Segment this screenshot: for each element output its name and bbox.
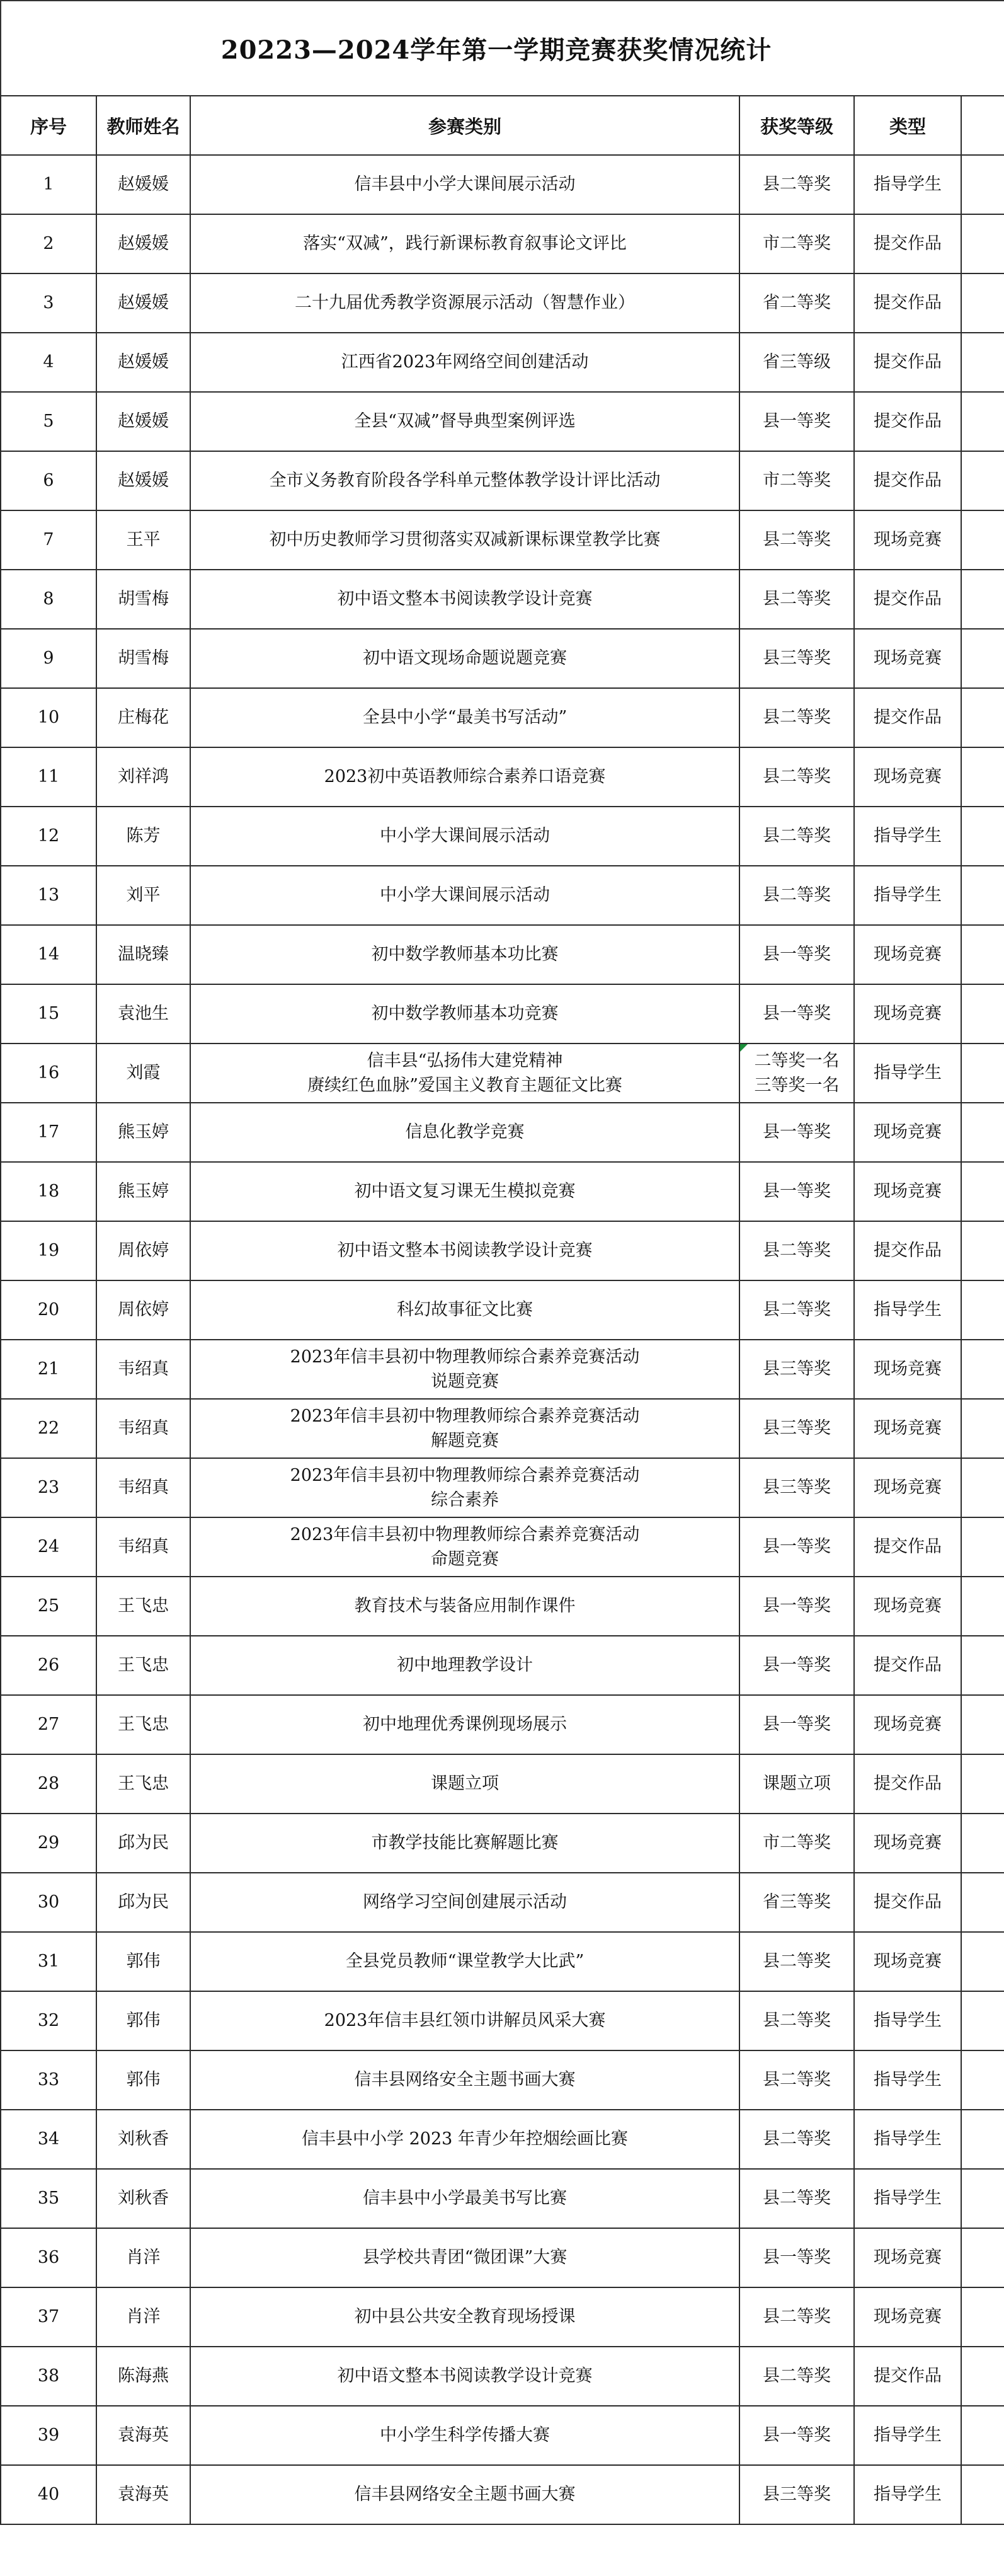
table-row: [1, 688, 1004, 747]
cell-award-level[interactable]: 市二等奖: [739, 451, 854, 510]
empty-cell[interactable]: [961, 2050, 1004, 2110]
cell-serial-no[interactable]: 1: [1, 155, 96, 214]
empty-cell[interactable]: [961, 1814, 1004, 1873]
cell-teacher-name[interactable]: 熊玉婷: [96, 1162, 190, 1221]
empty-cell[interactable]: [961, 629, 1004, 688]
table-row: [1, 392, 1004, 451]
table-row: [1, 273, 1004, 333]
empty-cell[interactable]: [961, 1458, 1004, 1517]
cell-teacher-name[interactable]: 袁池生: [96, 984, 190, 1044]
empty-cell[interactable]: [961, 2406, 1004, 2465]
table-row: [1, 984, 1004, 1044]
cell-type[interactable]: 现场竞赛: [854, 629, 961, 688]
cell-category[interactable]: 初中语文整本书阅读教学设计竞赛: [190, 570, 739, 629]
cell-teacher-name[interactable]: 温晓臻: [96, 925, 190, 984]
cell-category[interactable]: 初中语文现场命题说题竞赛: [190, 629, 739, 688]
cell-category[interactable]: 初中语文整本书阅读教学设计竞赛: [190, 1221, 739, 1280]
cell-teacher-name[interactable]: 韦绍真: [96, 1517, 190, 1577]
empty-cell[interactable]: [961, 925, 1004, 984]
cell-serial-no[interactable]: 17: [1, 1103, 96, 1162]
cell-serial-no[interactable]: 7: [1, 510, 96, 570]
cell-type[interactable]: 现场竞赛: [854, 1695, 961, 1754]
table-row: [1, 1517, 1004, 1577]
cell-category[interactable]: 信丰县网络安全主题书画大赛: [190, 2465, 739, 2524]
empty-cell[interactable]: [961, 1162, 1004, 1221]
cell-teacher-name[interactable]: 郭伟: [96, 1991, 190, 2050]
cell-type[interactable]: 指导学生: [854, 2169, 961, 2228]
cell-teacher-name[interactable]: 王飞忠: [96, 1695, 190, 1754]
cell-teacher-name[interactable]: 胡雪梅: [96, 570, 190, 629]
cell-teacher-name[interactable]: 邱为民: [96, 1814, 190, 1873]
cell-category[interactable]: 2023初中英语教师综合素养口语竞赛: [190, 747, 739, 807]
cell-category[interactable]: 初中数学教师基本功竞赛: [190, 984, 739, 1044]
cell-type[interactable]: 提交作品: [854, 570, 961, 629]
cell-type[interactable]: 现场竞赛: [854, 747, 961, 807]
cell-type[interactable]: 指导学生: [854, 2050, 961, 2110]
empty-cell[interactable]: [961, 1221, 1004, 1280]
table-row: [1, 2228, 1004, 2287]
cell-award-level[interactable]: 县二等奖: [739, 1932, 854, 1991]
table-row: [1, 1340, 1004, 1399]
cell-serial-no[interactable]: 31: [1, 1932, 96, 1991]
cell-award-level[interactable]: 县三等奖: [739, 1340, 854, 1399]
empty-cell[interactable]: [961, 1340, 1004, 1399]
empty-cell[interactable]: [961, 1044, 1004, 1103]
cell-award-level[interactable]: 县一等奖: [739, 1695, 854, 1754]
cell-teacher-name[interactable]: 陈海燕: [96, 2347, 190, 2406]
cell-teacher-name[interactable]: 邱为民: [96, 1873, 190, 1932]
cell-teacher-name[interactable]: 王飞忠: [96, 1754, 190, 1814]
cell-category[interactable]: 教育技术与装备应用制作课件: [190, 1577, 739, 1636]
cell-type[interactable]: 指导学生: [854, 866, 961, 925]
cell-award-level[interactable]: 县一等奖: [739, 2228, 854, 2287]
cell-category[interactable]: 初中数学教师基本功比赛: [190, 925, 739, 984]
cell-category[interactable]: 初中县公共安全教育现场授课: [190, 2287, 739, 2347]
cell-category[interactable]: 信丰县中小学最美书写比赛: [190, 2169, 739, 2228]
cell-serial-no[interactable]: 26: [1, 1636, 96, 1695]
table-row: [1, 1103, 1004, 1162]
empty-cell[interactable]: [961, 155, 1004, 214]
cell-teacher-name[interactable]: 王飞忠: [96, 1577, 190, 1636]
cell-type[interactable]: 现场竞赛: [854, 1103, 961, 1162]
cell-teacher-name[interactable]: 赵媛媛: [96, 392, 190, 451]
cell-category[interactable]: 全市义务教育阶段各学科单元整体教学设计评比活动: [190, 451, 739, 510]
cell-type[interactable]: 指导学生: [854, 2465, 961, 2524]
cell-teacher-name[interactable]: 刘秋香: [96, 2169, 190, 2228]
cell-category[interactable]: 县学校共青团“微团课”大赛: [190, 2228, 739, 2287]
table-row: [1, 570, 1004, 629]
cell-category[interactable]: 2023年信丰县初中物理教师综合素养竞赛活动 综合素养: [190, 1458, 739, 1517]
cell-type[interactable]: 提交作品: [854, 273, 961, 333]
empty-cell[interactable]: [961, 2110, 1004, 2169]
cell-teacher-name[interactable]: 刘平: [96, 866, 190, 925]
table-row: [1, 1636, 1004, 1695]
cell-type[interactable]: 提交作品: [854, 2347, 961, 2406]
cell-award-level[interactable]: 县二等奖: [739, 2169, 854, 2228]
table-row: [1, 1399, 1004, 1458]
table-row: [1, 2050, 1004, 2110]
cell-serial-no[interactable]: 16: [1, 1044, 96, 1103]
cell-award-level[interactable]: 课题立项: [739, 1754, 854, 1814]
cell-serial-no[interactable]: 9: [1, 629, 96, 688]
cell-serial-no[interactable]: 2: [1, 214, 96, 273]
cell-category[interactable]: 2023年信丰县红领巾讲解员风采大赛: [190, 1991, 739, 2050]
cell-award-level[interactable]: 县一等奖: [739, 392, 854, 451]
cell-serial-no[interactable]: 20: [1, 1280, 96, 1340]
cell-type[interactable]: 提交作品: [854, 333, 961, 392]
cell-type[interactable]: 现场竞赛: [854, 1577, 961, 1636]
cell-award-level[interactable]: 省三等级: [739, 333, 854, 392]
table-row: [1, 2287, 1004, 2347]
cell-serial-no[interactable]: 21: [1, 1340, 96, 1399]
cell-award-level[interactable]: 市二等奖: [739, 1814, 854, 1873]
header-award-level[interactable]: 获奖等级: [739, 96, 854, 155]
empty-header-cell[interactable]: [961, 96, 1004, 155]
empty-cell[interactable]: [961, 2169, 1004, 2228]
cell-award-level[interactable]: 县二等奖: [739, 807, 854, 866]
empty-cell[interactable]: [961, 1103, 1004, 1162]
empty-cell[interactable]: [961, 1695, 1004, 1754]
cell-serial-no[interactable]: 14: [1, 925, 96, 984]
cell-teacher-name[interactable]: 郭伟: [96, 1932, 190, 1991]
empty-cell[interactable]: [961, 273, 1004, 333]
empty-cell[interactable]: [961, 2347, 1004, 2406]
table-row: [1, 1814, 1004, 1873]
cell-award-level[interactable]: 县二等奖: [739, 2050, 854, 2110]
cell-serial-no[interactable]: 8: [1, 570, 96, 629]
cell-teacher-name[interactable]: 赵媛媛: [96, 155, 190, 214]
cell-teacher-name[interactable]: 郭伟: [96, 2050, 190, 2110]
empty-cell[interactable]: [961, 392, 1004, 451]
table-row: [1, 629, 1004, 688]
cell-teacher-name[interactable]: 袁海英: [96, 2406, 190, 2465]
table-row: [1, 1991, 1004, 2050]
table-row: [1, 1577, 1004, 1636]
cell-serial-no[interactable]: 39: [1, 2406, 96, 2465]
table-row: [1, 2406, 1004, 2465]
title-cell[interactable]: [0, 0, 1004, 95]
cell-category[interactable]: 初中地理教学设计: [190, 1636, 739, 1695]
cell-category[interactable]: 初中历史教师学习贯彻落实双减新课标课堂教学比赛: [190, 510, 739, 570]
cell-type[interactable]: 指导学生: [854, 155, 961, 214]
cell-serial-no[interactable]: 19: [1, 1221, 96, 1280]
table-row: [1, 2110, 1004, 2169]
cell-serial-no[interactable]: 30: [1, 1873, 96, 1932]
cell-category[interactable]: 中小学大课间展示活动: [190, 866, 739, 925]
cell-serial-no[interactable]: 18: [1, 1162, 96, 1221]
cell-serial-no[interactable]: 5: [1, 392, 96, 451]
cell-type[interactable]: 现场竞赛: [854, 2287, 961, 2347]
cell-category[interactable]: 网络学习空间创建展示活动: [190, 1873, 739, 1932]
cell-serial-no[interactable]: 36: [1, 2228, 96, 2287]
cell-serial-no[interactable]: 22: [1, 1399, 96, 1458]
awards-table: [0, 95, 1004, 2525]
cell-teacher-name[interactable]: 王平: [96, 510, 190, 570]
cell-type[interactable]: 现场竞赛: [854, 1162, 961, 1221]
header-category[interactable]: 参赛类别: [190, 96, 739, 155]
empty-cell[interactable]: [961, 510, 1004, 570]
empty-cell[interactable]: [961, 866, 1004, 925]
cell-type[interactable]: 指导学生: [854, 1280, 961, 1340]
cell-type[interactable]: 现场竞赛: [854, 1399, 961, 1458]
cell-category[interactable]: 落实“双减”，践行新课标教育叙事论文评比: [190, 214, 739, 273]
cell-teacher-name[interactable]: 赵媛媛: [96, 451, 190, 510]
table-row: [1, 214, 1004, 273]
cell-type[interactable]: 现场竞赛: [854, 1814, 961, 1873]
cell-serial-no[interactable]: 38: [1, 2347, 96, 2406]
cell-category[interactable]: 信丰县中小学 2023 年青少年控烟绘画比赛: [190, 2110, 739, 2169]
cell-teacher-name[interactable]: 赵媛媛: [96, 273, 190, 333]
cell-category[interactable]: 全县党员教师“课堂教学大比武”: [190, 1932, 739, 1991]
cell-teacher-name[interactable]: 刘秋香: [96, 2110, 190, 2169]
cell-type[interactable]: 现场竞赛: [854, 984, 961, 1044]
cell-award-level[interactable]: 县二等奖: [739, 1991, 854, 2050]
cell-serial-no[interactable]: 23: [1, 1458, 96, 1517]
cell-teacher-name[interactable]: 庄梅花: [96, 688, 190, 747]
cell-serial-no[interactable]: 4: [1, 333, 96, 392]
cell-teacher-name[interactable]: 赵媛媛: [96, 333, 190, 392]
cell-type[interactable]: 提交作品: [854, 392, 961, 451]
cell-type[interactable]: 现场竞赛: [854, 1932, 961, 1991]
empty-cell[interactable]: [961, 1399, 1004, 1458]
cell-type[interactable]: 指导学生: [854, 2110, 961, 2169]
cell-award-level[interactable]: 县二等奖: [739, 688, 854, 747]
table-row: [1, 866, 1004, 925]
table-row: [1, 1873, 1004, 1932]
header-row: [1, 96, 1004, 155]
cell-type[interactable]: 指导学生: [854, 807, 961, 866]
empty-cell[interactable]: [961, 1754, 1004, 1814]
cell-category[interactable]: 2023年信丰县初中物理教师综合素养竞赛活动 解题竞赛: [190, 1399, 739, 1458]
table-row: [1, 1162, 1004, 1221]
cell-category[interactable]: 初中地理优秀课例现场展示: [190, 1695, 739, 1754]
cell-type[interactable]: 提交作品: [854, 1517, 961, 1577]
cell-serial-no[interactable]: 3: [1, 273, 96, 333]
cell-teacher-name[interactable]: 肖洋: [96, 2228, 190, 2287]
cell-category[interactable]: 全县中小学“最美书写活动”: [190, 688, 739, 747]
cell-award-level[interactable]: 县二等奖: [739, 155, 854, 214]
cell-award-level[interactable]: 县一等奖: [739, 984, 854, 1044]
table-body: [1, 155, 1004, 2524]
table-row: [1, 2169, 1004, 2228]
empty-cell[interactable]: [961, 1577, 1004, 1636]
table-row: [1, 1932, 1004, 1991]
cell-teacher-name[interactable]: 韦绍真: [96, 1340, 190, 1399]
cell-award-level[interactable]: 县二等奖: [739, 570, 854, 629]
cell-type[interactable]: 提交作品: [854, 1636, 961, 1695]
cell-type[interactable]: 指导学生: [854, 1044, 961, 1103]
empty-cell[interactable]: [961, 333, 1004, 392]
cell-award-level[interactable]: 县二等奖: [739, 2287, 854, 2347]
cell-award-level[interactable]: 市二等奖: [739, 214, 854, 273]
cell-category[interactable]: 全县“双减”督导典型案例评选: [190, 392, 739, 451]
empty-cell[interactable]: [961, 1932, 1004, 1991]
cell-serial-no[interactable]: 34: [1, 2110, 96, 2169]
cell-type[interactable]: 现场竞赛: [854, 1340, 961, 1399]
cell-award-level[interactable]: 县一等奖: [739, 1162, 854, 1221]
empty-cell[interactable]: [961, 2228, 1004, 2287]
cell-category[interactable]: 江西省2023年网络空间创建活动: [190, 333, 739, 392]
cell-serial-no[interactable]: 29: [1, 1814, 96, 1873]
table-row: [1, 747, 1004, 807]
cell-serial-no[interactable]: 27: [1, 1695, 96, 1754]
cell-serial-no[interactable]: 37: [1, 2287, 96, 2347]
cell-type[interactable]: 指导学生: [854, 1991, 961, 2050]
cell-type[interactable]: 现场竞赛: [854, 925, 961, 984]
cell-award-level[interactable]: 县二等奖: [739, 1221, 854, 1280]
cell-award-level[interactable]: 县一等奖: [739, 2406, 854, 2465]
cell-category[interactable]: 2023年信丰县初中物理教师综合素养竞赛活动 命题竞赛: [190, 1517, 739, 1577]
cell-teacher-name[interactable]: 韦绍真: [96, 1458, 190, 1517]
cell-award-level[interactable]: 省三等奖: [739, 1873, 854, 1932]
table-row: [1, 155, 1004, 214]
cell-award-level[interactable]: 县三等奖: [739, 2465, 854, 2524]
cell-type[interactable]: 提交作品: [854, 451, 961, 510]
header-teacher-name[interactable]: 教师姓名: [96, 96, 190, 155]
table-row: [1, 1695, 1004, 1754]
empty-cell[interactable]: [961, 451, 1004, 510]
cell-serial-no[interactable]: 35: [1, 2169, 96, 2228]
table-row: [1, 1221, 1004, 1280]
empty-cell[interactable]: [961, 214, 1004, 273]
cell-teacher-name[interactable]: 熊玉婷: [96, 1103, 190, 1162]
cell-category[interactable]: 中小学生科学传播大赛: [190, 2406, 739, 2465]
empty-cell[interactable]: [961, 747, 1004, 807]
cell-serial-no[interactable]: 10: [1, 688, 96, 747]
cell-category[interactable]: 信息化教学竞赛: [190, 1103, 739, 1162]
cell-category[interactable]: 中小学大课间展示活动: [190, 807, 739, 866]
empty-cell[interactable]: [961, 2287, 1004, 2347]
table-row: [1, 2465, 1004, 2524]
cell-teacher-name[interactable]: 周依婷: [96, 1221, 190, 1280]
cell-award-level[interactable]: 县二等奖: [739, 2110, 854, 2169]
cell-serial-no[interactable]: 6: [1, 451, 96, 510]
cell-type[interactable]: 提交作品: [854, 1221, 961, 1280]
cell-award-level[interactable]: 县三等奖: [739, 629, 854, 688]
cell-serial-no[interactable]: 13: [1, 866, 96, 925]
table-row: [1, 333, 1004, 392]
cell-award-level[interactable]: 县三等奖: [739, 1399, 854, 1458]
table-row: [1, 807, 1004, 866]
cell-category[interactable]: 信丰县网络安全主题书画大赛: [190, 2050, 739, 2110]
cell-serial-no[interactable]: 11: [1, 747, 96, 807]
table-row: [1, 1280, 1004, 1340]
cell-indicator-icon: [740, 1044, 748, 1052]
cell-teacher-name[interactable]: 韦绍真: [96, 1399, 190, 1458]
empty-cell[interactable]: [961, 1636, 1004, 1695]
cell-award-level[interactable]: 县一等奖: [739, 925, 854, 984]
cell-serial-no[interactable]: 12: [1, 807, 96, 866]
cell-type[interactable]: 提交作品: [854, 688, 961, 747]
cell-award-level[interactable]: 县一等奖: [739, 1636, 854, 1695]
cell-category[interactable]: 市教学技能比赛解题比赛: [190, 1814, 739, 1873]
cell-award-level[interactable]: 二等奖一名 三等奖一名: [739, 1044, 854, 1103]
cell-teacher-name[interactable]: 赵媛媛: [96, 214, 190, 273]
cell-serial-no[interactable]: 15: [1, 984, 96, 1044]
empty-cell[interactable]: [961, 570, 1004, 629]
cell-serial-no[interactable]: 28: [1, 1754, 96, 1814]
cell-category[interactable]: 2023年信丰县初中物理教师综合素养竞赛活动 说题竞赛: [190, 1340, 739, 1399]
cell-award-level[interactable]: 县二等奖: [739, 1280, 854, 1340]
empty-cell[interactable]: [961, 2465, 1004, 2524]
empty-cell[interactable]: [961, 1873, 1004, 1932]
cell-teacher-name[interactable]: 袁海英: [96, 2465, 190, 2524]
empty-cell[interactable]: [961, 688, 1004, 747]
cell-serial-no[interactable]: 25: [1, 1577, 96, 1636]
cell-type[interactable]: 提交作品: [854, 1873, 961, 1932]
table-row: [1, 1754, 1004, 1814]
cell-category[interactable]: 二十九届优秀教学资源展示活动（智慧作业）: [190, 273, 739, 333]
cell-type[interactable]: 指导学生: [854, 2406, 961, 2465]
table-row: [1, 1044, 1004, 1103]
header-type[interactable]: 类型: [854, 96, 961, 155]
cell-award-level[interactable]: 县一等奖: [739, 1103, 854, 1162]
cell-category[interactable]: 信丰县中小学大课间展示活动: [190, 155, 739, 214]
cell-award-level[interactable]: 县二等奖: [739, 510, 854, 570]
page-title: 20223—2024学年第一学期竞赛获奖情况统计: [220, 35, 772, 65]
cell-teacher-name[interactable]: 陈芳: [96, 807, 190, 866]
table-row: [1, 2347, 1004, 2406]
cell-teacher-name[interactable]: 刘祥鸿: [96, 747, 190, 807]
cell-teacher-name[interactable]: 周依婷: [96, 1280, 190, 1340]
cell-serial-no[interactable]: 33: [1, 2050, 96, 2110]
cell-award-level[interactable]: 县一等奖: [739, 1577, 854, 1636]
cell-award-level[interactable]: 县三等奖: [739, 1458, 854, 1517]
cell-award-level[interactable]: 县一等奖: [739, 1517, 854, 1577]
cell-award-level[interactable]: 县二等奖: [739, 866, 854, 925]
cell-award-level[interactable]: 省二等奖: [739, 273, 854, 333]
cell-serial-no[interactable]: 24: [1, 1517, 96, 1577]
empty-cell[interactable]: [961, 1991, 1004, 2050]
cell-type[interactable]: 现场竞赛: [854, 1458, 961, 1517]
cell-category[interactable]: 初中语文复习课无生模拟竞赛: [190, 1162, 739, 1221]
empty-cell[interactable]: [961, 807, 1004, 866]
cell-category[interactable]: 科幻故事征文比赛: [190, 1280, 739, 1340]
cell-type[interactable]: 提交作品: [854, 214, 961, 273]
cell-award-level[interactable]: 县二等奖: [739, 2347, 854, 2406]
table-row: [1, 510, 1004, 570]
cell-award-level[interactable]: 县二等奖: [739, 747, 854, 807]
cell-category[interactable]: 信丰县“弘扬伟大建党精神 赓续红色血脉”爱国主义教育主题征文比赛: [190, 1044, 739, 1103]
cell-category[interactable]: 初中语文整本书阅读教学设计竞赛: [190, 2347, 739, 2406]
cell-type[interactable]: 现场竞赛: [854, 2228, 961, 2287]
cell-teacher-name[interactable]: 刘霞: [96, 1044, 190, 1103]
table-row: [1, 451, 1004, 510]
cell-teacher-name[interactable]: 王飞忠: [96, 1636, 190, 1695]
cell-teacher-name[interactable]: 肖洋: [96, 2287, 190, 2347]
empty-cell[interactable]: [961, 984, 1004, 1044]
header-no[interactable]: 序号: [1, 96, 96, 155]
empty-cell[interactable]: [961, 1280, 1004, 1340]
cell-type[interactable]: 提交作品: [854, 1754, 961, 1814]
table-row: [1, 1458, 1004, 1517]
table-row: [1, 925, 1004, 984]
cell-serial-no[interactable]: 40: [1, 2465, 96, 2524]
cell-category[interactable]: 课题立项: [190, 1754, 739, 1814]
cell-serial-no[interactable]: 32: [1, 1991, 96, 2050]
empty-cell[interactable]: [961, 1517, 1004, 1577]
cell-type[interactable]: 现场竞赛: [854, 510, 961, 570]
cell-teacher-name[interactable]: 胡雪梅: [96, 629, 190, 688]
